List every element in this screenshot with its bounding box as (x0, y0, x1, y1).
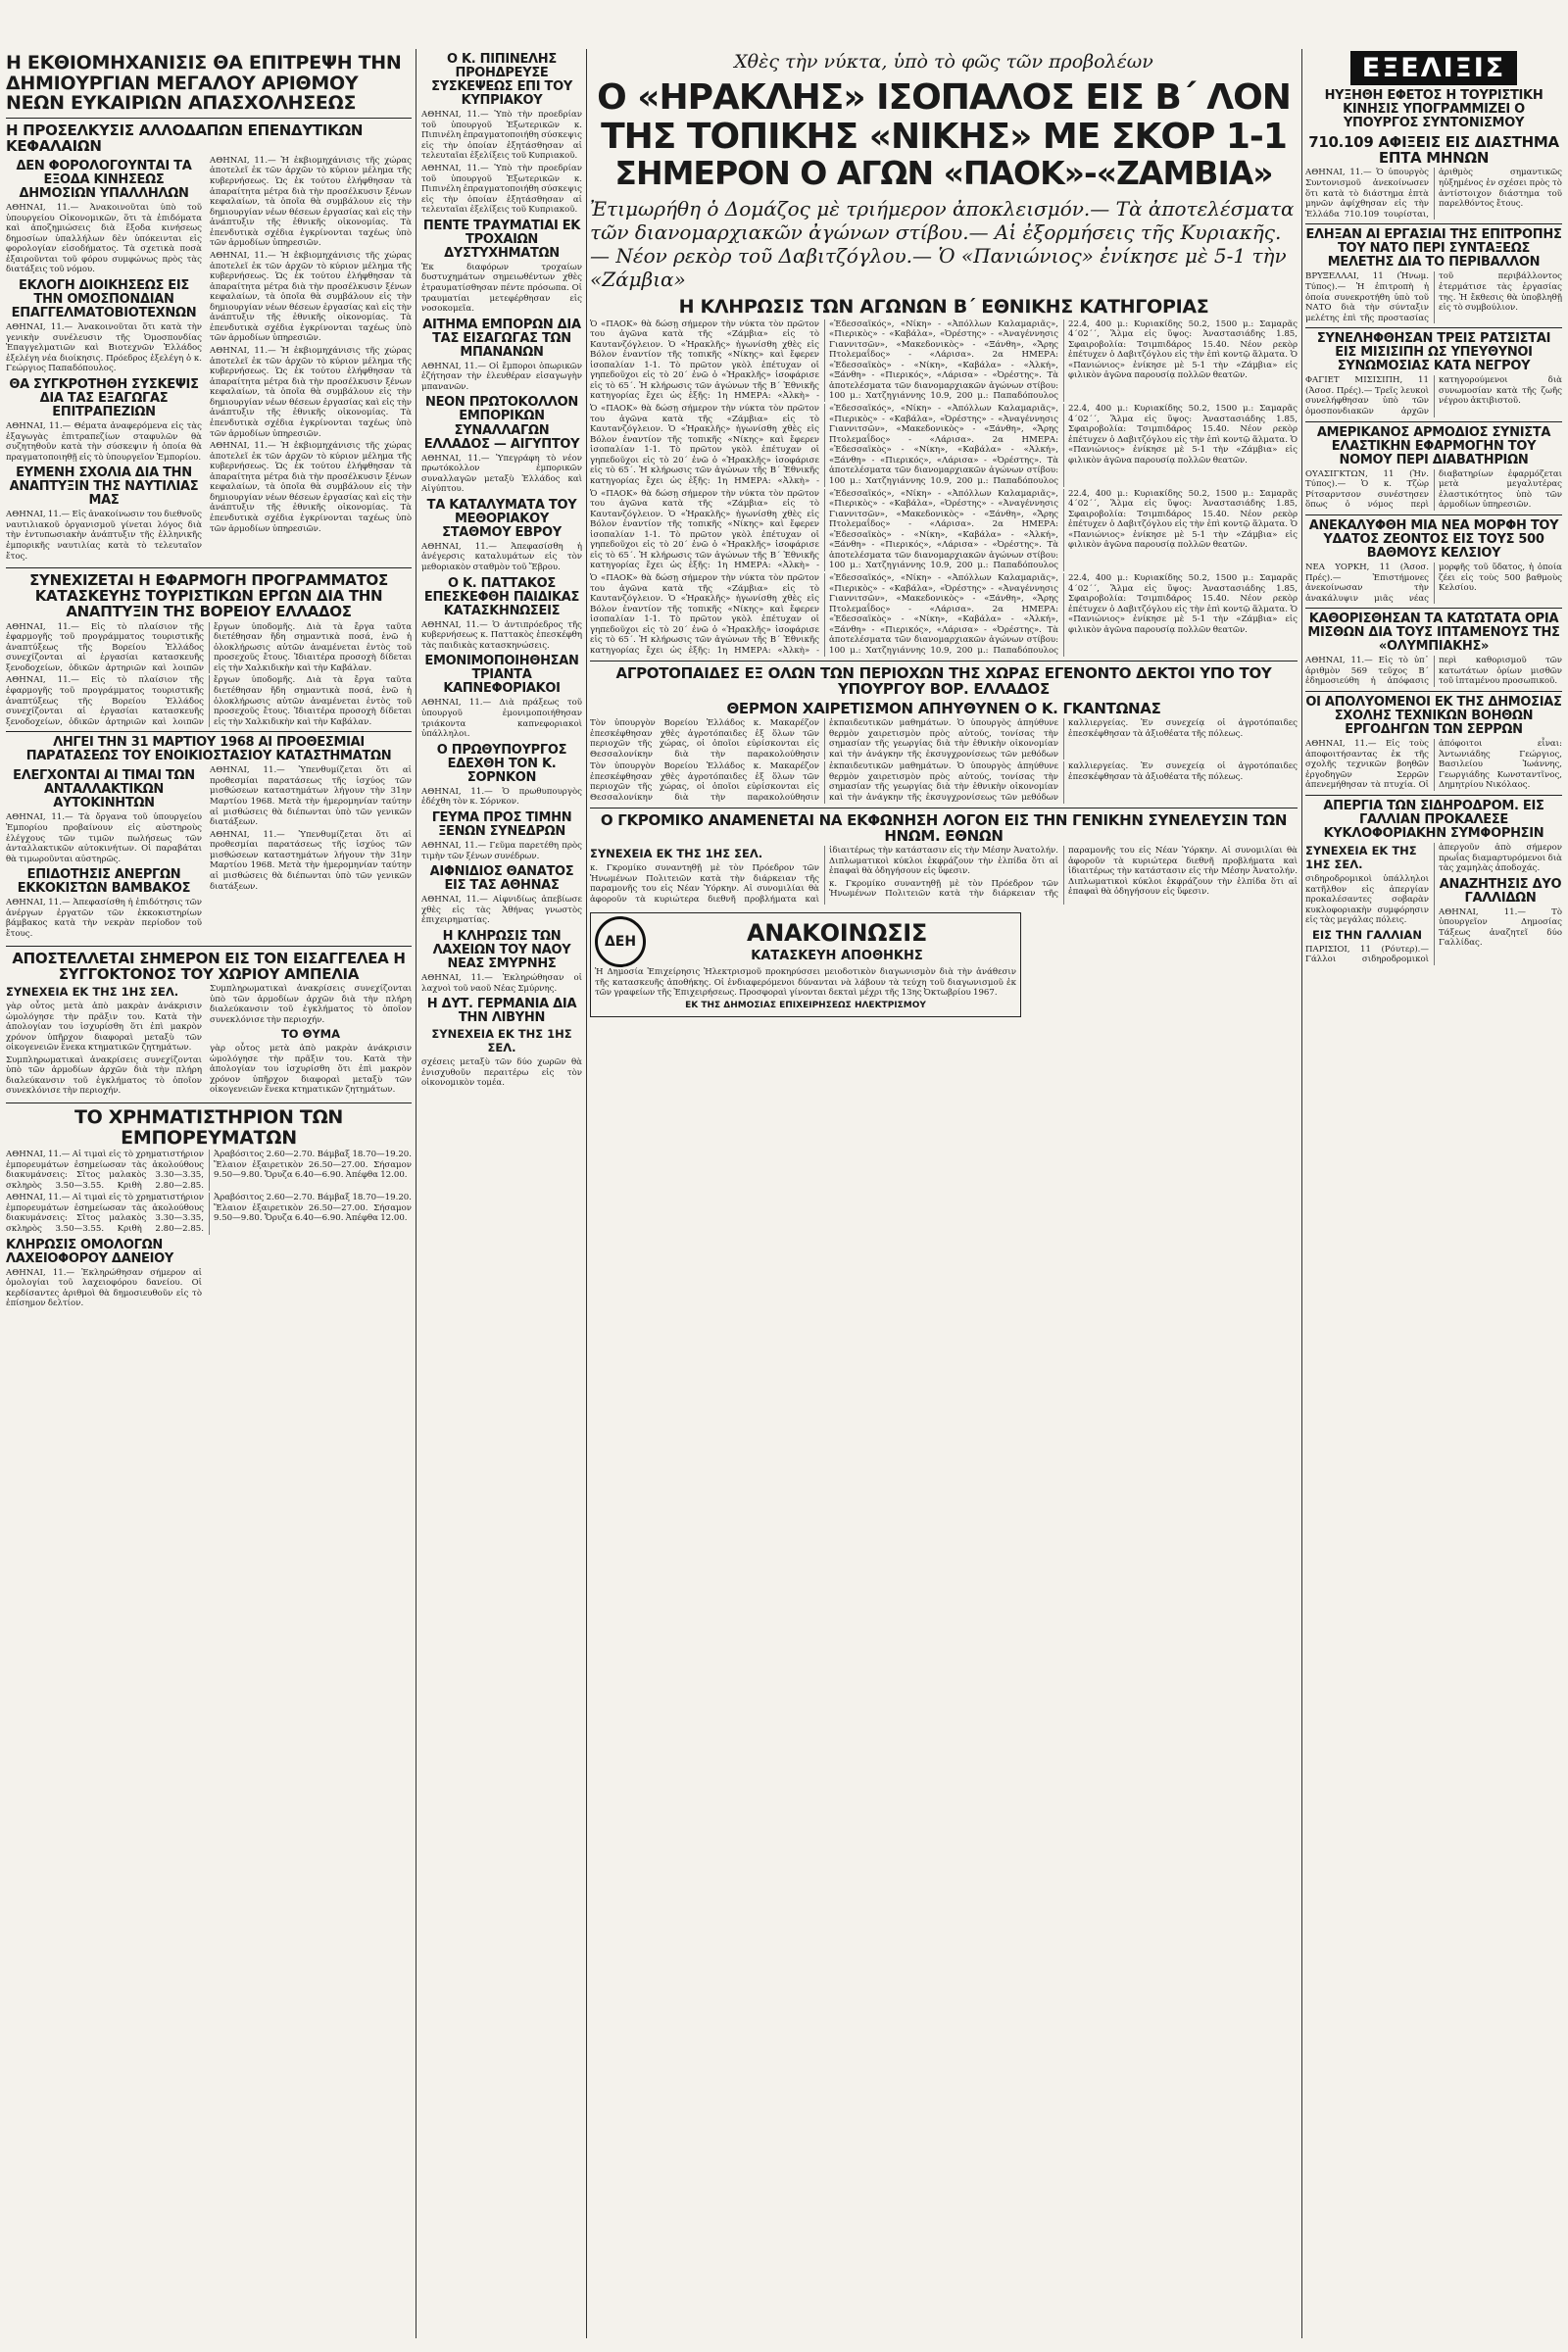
article-commodities-cont: ΑΘΗΝΑΙ, 11.— Αἱ τιμαὶ εἰς τὸ χρηματιστήριον ἐμπορευμάτων ἐσημείωσαν τὰς ἀκολούθους διακυμάνσεις: Σῖτος μαλακὸς 3.30—3.35, σκληρὸς 3.50—3.55. Κριθὴ 2.80—2.85. Ἀραβόσιτος 2.60—2.70. Βάμβαξ 18.70—19.20. Ἔλαιον ἐξαιρετικὸν 26.50—27.00. Σήσαμον 9.50—9.80. Ὄρυζα 6.40—6.90. Ἀπέφθα 12.00. (6, 1193, 412, 1234)
divider (6, 567, 412, 568)
article-rail-strike: σιδηροδρομικοὶ ὑπάλληλοι κατῆλθον εἰς ἀπεργίαν προκαλέσαντες σοβαρὰν κυκλοφοριακὴν συμφόρησιν εἰς τὰς μεγάλας πόλεις. (1305, 874, 1429, 926)
headline-draw-b-division: Η ΚΛΗΡΩΣΙΣ ΤΩΝ ΑΓΩΝΩΝ Β΄ ΕΘΝΙΚΗΣ ΚΑΤΗΓΟΡΙΑΣ (678, 296, 1209, 318)
notice-footer: ΕΚ ΤΗΣ ΔΗΜΟΣΙΑΣ ΕΠΙΧΕΙΡΗΣΕΩΣ ΗΛΕΚΤΡΙΣΜΟΥ (685, 1000, 926, 1010)
headline-smyrna-lottery: Η ΚΛΗΡΩΣΙΣ ΤΩΝ ΛΑΧΕΙΩΝ ΤΟΥ ΝΑΟΥ ΝΕΑΣ ΣΜΥΡΝΗΣ (432, 928, 571, 971)
headline-injured: ΠΕΝΤΕ ΤΡΑΥΜΑΤΙΑΙ ΕΚ ΤΡΟΧΑΙΩΝ ΔΥΣΤΥΧΗΜΑΤΩΝ (422, 218, 581, 261)
subhead-france: ΕΙΣ ΤΗΝ ΓΑΛΛΙΑΝ (1312, 927, 1422, 942)
headline-olympic-wages: ΚΑΘΟΡΙΣΘΗΣΑΝ ΤΑ ΚΑΤΩΤΑΤΑ ΟΡΙΑ ΜΙΣΘΩΝ ΔΙΑ ΤΟΥΣ ΙΠΤΑΜΕΝΟΥΣ ΤΗΣ «ΟΛΥΜΠΙΑΚΗΣ» (1307, 612, 1560, 655)
banner-paok-zambia: ΣΗΜΕΡΟΝ Ο ΑΓΩΝ «ΠΑΟΚ»-«ΖΑΜΒΙΑ» (614, 154, 1273, 193)
divider (1305, 514, 1562, 515)
article-ampelia-cont: Συμπληρωματικαὶ ἀνακρίσεις συνεχίζονται ὑπὸ τῶν ἁρμοδίων ἀρχῶν διὰ τὴν πλήρη διαλεύκανσιν τοῦ ἐγκλήματος τὸ ὁποῖον συνεκλόνισε τὴν περιοχήν. (6, 1054, 202, 1097)
article-pattakos: ΑΘΗΝΑΙ, 11.— Ὁ ἀντιπρόεδρος τῆς κυβερνήσεως κ. Παττακὸς ἐπεσκέφθη τὰς παιδικὰς κατασκηνώσεις. (421, 619, 582, 651)
article-pipinelis: ΑΘΗΝΑΙ, 11.— Ὑπὸ τὴν προεδρίαν τοῦ ὑπουργοῦ Ἐξωτερικῶν κ. Πιπινέλη ἐπραγματοποιήθη σύσκεψις εἰς τὴν ὁποίαν ἐξητάσθησαν αἱ τελευταῖαι ἐξελίξεις τοῦ Κυπριακοῦ. (421, 110, 582, 162)
article-farm-youth: Τὸν ὑπουργὸν Βορείου Ἑλλάδος κ. Μακαρέζον ἐπεσκέφθησαν χθὲς ἀγροτόπαιδες ἐξ ὅλων τῶν περιοχῶν τῆς χώρας, οἱ ὁποῖοι εὑρίσκονται εἰς Θεσσαλονίκην διὰ τὴν παρακολούθησιν ἐκπαιδευτικῶν μαθημάτων. Ὁ ὑπουργὸς ἀπηύθυνε θερμὸν χαιρετισμὸν πρὸς αὐτούς, τονίσας τὴν σημασίαν τῆς γεωργίας διὰ τὴν ἐθνικὴν οἰκονομίαν καὶ τὴν ἀνάγκην τῆς ἐκσυγχρονίσεως τῶν μεθόδων καλλιεργείας. Ἐν συνεχείᾳ οἱ ἀγροτόπαιδες ἐπεσκέφθησαν τὰ ἀξιοθέατα τῆς πόλεως. (590, 718, 1298, 760)
article-sports-cont2: Ὁ «ΠΑΟΚ» θὰ δώσῃ σήμερον τὴν νύκτα τὸν πρῶτον του ἀγῶνα κατὰ τῆς «Ζάμβια» εἰς τὸ Καυτανζόγλειον. Ὁ «Ἡρακλῆς» ἠγωνίσθη χθὲς εἰς Βόλον ἐναντίον τῆς τοπικῆς «Νίκης» καὶ ἔφερεν ἰσοπαλίαν 1-1. Τὸ πρῶτον γκὸλ ἐπέτυχαν οἱ γηπεδοῦχοι εἰς τὸ 20΄ ἐνῶ ὁ «Ἡρακλῆς» ἰσοφάρισε εἰς τὸ 65΄. Ἡ κλήρωσις τῶν ἀγώνων τῆς Β΄ Ἐθνικῆς κατηγορίας ἔχει ὡς ἑξῆς: 1η ΗΜΕΡΑ: «Ἀλκὴ» - «Ἐδεσσαϊκός», «Νίκη» - «Ἀπόλλων Καλαμαριᾶς», «Πιερικὸς» - «Καβάλα», «Ὀρέστης» - «Ἀναγέννησις Γιαννιτσῶν», «Μακεδονικὸς» - «Ξάνθη», «Ἄρης Πτολεμαΐδος» - «Λάρισα». 2α ΗΜΕΡΑ: «Ἐδεσσαϊκὸς» - «Νίκη», «Καβάλα» - «Ἀλκή», «Ξάνθη» - «Πιερικός», «Λάρισα» - «Ὀρέστης». Τὰ ἀποτελέσματα τῶν διανομαρχιακῶν ἀγώνων στίβου: 100 μ.: Χατζηγιάννης 10.9, 200 μ.: Παπαδόπουλος 22.4, 400 μ.: Κυριακίδης 50.2, 1500 μ.: Σαμαρᾶς 4΄02΄΄, Ἅλμα εἰς ὕψος: Ἀναστασιάδης 1.85, Σφαιροβολία: Τσιμπιδάρος 15.40. Νέον ρεκὸρ ἐπέτυχεν ὁ Δαβιτζόγλου εἰς τὴν ἐπὶ κοντῷ ἅλματα. Ὁ «Πανιώνιος» ἐνίκησε μὲ 5-1 τὴν «Ζάμβια» εἰς φιλικὸν ἀγῶνα παρουσίᾳ πολλῶν θεατῶν. (590, 488, 1298, 571)
continuation-label: ΣΥΝΕΧΕΙΑ ΕΚ ΤΗΣ 1ΗΣ ΣΕΛ. (6, 984, 179, 999)
headline-tourism-increase: ΗΥΞΗΘΗ ΕΦΕΤΟΣ Η ΤΟΥΡΙΣΤΙΚΗ ΚΙΝΗΣΙΣ ΥΠΟΓΡΑΜΜΙΖΕΙ Ο ΥΠΟΥΡΓΟΣ ΣΥΝΤΟΝΙΣΜΟΥ (1324, 88, 1544, 131)
article-olympic-wages: ΑΘΗΝΑΙ, 11.— Εἰς τὸ ὑπ᾿ ἀριθμὸν 569 τεῦχος Β΄ ἐδημοσιεύθη ἡ ἀπόφασις περὶ καθορισμοῦ τῶν κατωτάτων ὁρίων μισθῶν τοῦ ἱπταμένου προσωπικοῦ. (1305, 656, 1562, 687)
column-rule (586, 49, 587, 2338)
article-sports-cont: Ὁ «ΠΑΟΚ» θὰ δώσῃ σήμερον τὴν νύκτα τὸν πρῶτον του ἀγῶνα κατὰ τῆς «Ζάμβια» εἰς τὸ Καυτανζόγλειον. Ὁ «Ἡρακλῆς» ἠγωνίσθη χθὲς εἰς Βόλον ἐναντίον τῆς τοπικῆς «Νίκης» καὶ ἔφερεν ἰσοπαλίαν 1-1. Τὸ πρῶτον γκὸλ ἐπέτυχαν οἱ γηπεδοῦχοι εἰς τὸ 20΄ ἐνῶ ὁ «Ἡρακλῆς» ἰσοφάρισε εἰς τὸ 65΄. Ἡ κλήρωσις τῶν ἀγώνων τῆς Β΄ Ἐθνικῆς κατηγορίας ἔχει ὡς ἑξῆς: 1η ΗΜΕΡΑ: «Ἀλκὴ» - «Ἐδεσσαϊκός», «Νίκη» - «Ἀπόλλων Καλαμαριᾶς», «Πιερικὸς» - «Καβάλα», «Ὀρέστης» - «Ἀναγέννησις Γιαννιτσῶν», «Μακεδονικὸς» - «Ξάνθη», «Ἄρης Πτολεμαΐδος» - «Λάρισα». 2α ΗΜΕΡΑ: «Ἐδεσσαϊκὸς» - «Νίκη», «Καβάλα» - «Ἀλκή», «Ξάνθη» - «Πιερικός», «Λάρισα» - «Ὀρέστης». Τὰ ἀποτελέσματα τῶν διανομαρχιακῶν ἀγώνων στίβου: 100 μ.: Χατζηγιάννης 10.9, 200 μ.: Παπαδόπουλος 22.4, 400 μ.: Κυριακίδης 50.2, 1500 μ.: Σαμαρᾶς 4΄02΄΄, Ἅλμα εἰς ὕψος: Ἀναστασιάδης 1.85, Σφαιροβολία: Τσιμπιδάρος 15.40. Νέον ρεκὸρ ἐπέτυχεν ὁ Δαβιτζόγλου εἰς τὴν ἐπὶ κοντῷ ἅλματα. Ὁ «Πανιώνιος» ἐνίκησε μὲ 5-1 τὴν «Ζάμβια» εἰς φιλικὸν ἀγῶνα παρουσίᾳ πολλῶν θεατῶν. (590, 404, 1298, 486)
headline-ampelia: ΑΠΟΣΤΕΛΛΕΤΑΙ ΣΗΜΕΡΟΝ ΕΙΣ ΤΟΝ ΕΙΣΑΓΓΕΛΕΑ Η ΣΥΓΓΟΚΤΟΝΟΣ ΤΟΥ ΧΩΡΙΟΥ ΑΜΠΕΛΙΑ (12, 949, 406, 983)
subhead-victim: ΤΟ ΘΥΜΑ (280, 1027, 341, 1042)
divider (1305, 691, 1562, 692)
column-rule (1301, 49, 1302, 2338)
article-gromyko-cont: κ. Γκρομίκο συναντηθῇ μὲ τὸν Πρόεδρον τῶν Ἡνωμένων Πολιτειῶν κατὰ τὴν διάρκειαν τῆς παραμονῆς του εἰς Νέαν Ὑόρκην. Αἱ συνομιλίαι θὰ ἀφοροῦν τὰ κυριώτερα διεθνῆ προβλήματα καὶ ἰδιαιτέρως τὴν κατάστασιν εἰς τὴν Μέσην Ἀνατολήν. Διπλωματικοὶ κύκλοι ἐκφράζουν τὴν ἐλπίδα ὅτι αἱ ἐπαφαὶ θὰ ὁδηγήσουν εἰς ὕφεσιν. (829, 845, 1298, 900)
article-victim: γὰρ οὗτος μετὰ ἀπὸ μακρὰν ἀνάκρισιν ὡμολόγησε τὴν πρᾶξιν του. Κατὰ τὴν ἀπολογίαν του ἰσχυρίσθη ὅτι ἐπὶ μακρὸν χρόνον ὑπῆρχον διαφοραὶ μεταξὺ τῶν οἰκογενειῶν ἕνεκα κτηματικῶν ζητημάτων. (210, 1044, 412, 1096)
headline-water: ΑΝΕΚΑΛΥΦΘΗ ΜΙΑ ΝΕΑ ΜΟΡΦΗ ΤΟΥ ΥΔΑΤΟΣ ΖΕΟΝΤΟΣ ΕΙΣ ΤΟΥΣ 500 ΒΑΘΜΟΥΣ ΚΕΛΣΙΟΥ (1308, 517, 1559, 561)
headline-tourism-works: ΣΥΝΕΧΙΖΕΤΑΙ Η ΕΦΑΡΜΟΓΗ ΠΡΟΓΡΑΜΜΑΤΟΣ ΚΑΤΑΣΚΕΥΗΣ ΤΟΥΡΙΣΤΙΚΩΝ ΕΡΓΩΝ ΔΙΑ ΤΗΝ ΑΝΑΠΤΥΞΙΝ ΤΗΣ ΒΟΡΕΙΟΥ ΕΛΛΑΔΟΣ (29, 571, 388, 621)
divider (1305, 327, 1562, 328)
notice-text: Ἡ Δημοσία Ἐπιχείρησις Ἠλεκτρισμοῦ προκηρύσσει μειοδοτικὸν διαγωνισμὸν διὰ τὴν ἀνάθεσιν τῆς κατασκευῆς ἀποθήκης. Οἱ ἐνδιαφερόμενοι δύνανται νὰ λάβουν τὰ τεύχη τοῦ διαγωνισμοῦ ἐκ τῶν γραφείων τῆς Ἐπιχειρήσεως. Προσφοραὶ γίνονται δεκταὶ μέχρι τῆς 13ης Ὀκτωβρίου 1967. (595, 967, 1016, 999)
headline-evros: ΤΑ ΚΑΤΑΛΥΜΑΤΑ ΤΟΥ ΜΕΘΟΡΙΑΚΟΥ ΣΤΑΘΜΟΥ ΕΒΡΟΥ (426, 497, 577, 540)
article-france: ΠΑΡΙΣΙΟΙ, 11 (Ρόυτερ).— Γάλλοι σιδηροδρομικοὶ ἀπεργοῦν ἀπὸ σήμερον πρωΐας διαμαρτυρόμενοι διὰ τὰς χαμηλὰς ἀποδοχάς. (1305, 843, 1562, 965)
continuation-label: ΣΥΝΕΧΕΙΑ ΕΚ ΤΗΣ 1ΗΣ ΣΕΛ. (590, 846, 763, 860)
sports-kicker: Χθὲς τὴν νύκτα, ὑπὸ τὸ φῶς τῶν προβολέων (734, 51, 1153, 73)
column-4 (1305, 49, 1562, 2338)
headline-gantonas: ΘΕΡΜΟΝ ΧΑΙΡΕΤΙΣΜΟΝ ΑΠΗΥΘΥΝΕΝ Ο Κ. ΓΚΑΝΤΩΝΑΣ (726, 699, 1161, 717)
divider (590, 661, 1298, 662)
headline-dinner: ΓΕΥΜΑ ΠΡΟΣ ΤΙΜΗΝ ΞΕΝΩΝ ΣΥΝΕΔΡΩΝ (431, 809, 572, 839)
article-farm-youth-cont: Τὸν ὑπουργὸν Βορείου Ἑλλάδος κ. Μακαρέζον ἐπεσκέφθησαν χθὲς ἀγροτόπαιδες ἐξ ὅλων τῶν περιοχῶν τῆς χώρας, οἱ ὁποῖοι εὑρίσκονται εἰς Θεσσαλονίκην διὰ τὴν παρακολούθησιν ἐκπαιδευτικῶν μαθημάτων. Ὁ ὑπουργὸς ἀπηύθυνε θερμὸν χαιρετισμὸν πρὸς αὐτούς, τονίσας τὴν σημασίαν τῆς γεωργίας διὰ τὴν ἐθνικὴν οἰκονομίαν καὶ τὴν ἀνάγκην τῆς ἐκσυγχρονίσεως τῶν μεθόδων καλλιεργείας. Ἐν συνεχείᾳ οἱ ἀγροτόπαιδες ἐπεσκέφθησαν τὰ ἀξιοθέατα τῆς πόλεως. (590, 761, 1298, 804)
headline-search-french: ΑΝΑΖΗΤΗΣΙΣ ΔΥΟ ΓΑΛΛΙΔΩΝ (1439, 876, 1562, 906)
headline-shipping: ΕΥΜΕΝΗ ΣΧΟΛΙΑ ΔΙΑ ΤΗΝ ΑΝΑΠΤΥΞΙΝ ΤΗΣ ΝΑΥΤΙΛΙΑΣ ΜΑΣ (9, 466, 199, 509)
divider (1305, 421, 1562, 422)
headline-pipinelis: Ο Κ. ΠΙΠΙΝΕΛΗΣ ΠΡΟΗΔΡΕΥΣΕ ΣΥΣΚΕΨΕΩΣ ΕΠΙ ΤΟΥ ΚΥΠΡΙΑΚΟΥ (431, 52, 572, 109)
headline-tobacco: ΕΜΟΝΙΜΟΠΟΙΗΘΗΣΑΝ ΤΡΙΑΝΤΑ ΚΑΠΝΕΦΟΡΙΑΚΟΙ (424, 654, 579, 697)
article-smyrna-lottery: ΑΘΗΝΑΙ, 11.— Ἐκληρώθησαν οἱ λαχνοὶ τοῦ ναοῦ Νέας Σμύρνης. (421, 972, 582, 994)
article-sports: Ὁ «ΠΑΟΚ» θὰ δώσῃ σήμερον τὴν νύκτα τὸν πρῶτον του ἀγῶνα κατὰ τῆς «Ζάμβια» εἰς τὸ Καυτανζόγλειον. Ὁ «Ἡρακλῆς» ἠγωνίσθη χθὲς εἰς Βόλον ἐναντίον τῆς τοπικῆς «Νίκης» καὶ ἔφερεν ἰσοπαλίαν 1-1. Τὸ πρῶτον γκὸλ ἐπέτυχαν οἱ γηπεδοῦχοι εἰς τὸ 20΄ ἐνῶ ὁ «Ἡρακλῆς» ἰσοφάρισε εἰς τὸ 65΄. Ἡ κλήρωσις τῶν ἀγώνων τῆς Β΄ Ἐθνικῆς κατηγορίας ἔχει ὡς ἑξῆς: 1η ΗΜΕΡΑ: «Ἀλκὴ» - «Ἐδεσσαϊκός», «Νίκη» - «Ἀπόλλων Καλαμαριᾶς», «Πιερικὸς» - «Καβάλα», «Ὀρέστης» - «Ἀναγέννησις Γιαννιτσῶν», «Μακεδονικὸς» - «Ξάνθη», «Ἄρης Πτολεμαΐδος» - «Λάρισα». 2α ΗΜΕΡΑ: «Ἐδεσσαϊκὸς» - «Νίκη», «Καβάλα» - «Ἀλκή», «Ξάνθη» - «Πιερικός», «Λάρισα» - «Ὀρέστης». Τὰ ἀποτελέσματα τῶν διανομαρχιακῶν ἀγώνων στίβου: 100 μ.: Χατζηγιάννης 10.9, 200 μ.: Παπαδόπουλος 22.4, 400 μ.: Κυριακίδης 50.2, 1500 μ.: Σαμαρᾶς 4΄02΄΄, Ἅλμα εἰς ὕψος: Ἀναστασιάδης 1.85, Σφαιροβολία: Τσιμπιδάρος 15.40. Νέον ρεκὸρ ἐπέτυχεν ὁ Δαβιτζόγλου εἰς τὴν ἐπὶ κοντῷ ἅλματα. Ὁ «Πανιώνιος» ἐνίκησε μὲ 5-1 τὴν «Ζάμβια» εἰς φιλικὸν ἀγῶνα παρουσίᾳ πολλῶν θεατῶν. (590, 318, 1298, 402)
article-industrialization-cont: ΑΘΗΝΑΙ, 11.— Ἡ ἐκβιομηχάνισις τῆς χώρας ἀποτελεῖ ἐκ τῶν ἀρχῶν τὸ κύριον μέλημα τῆς κυβερνήσεως. Ὡς ἐκ τούτου ἐλήφθησαν τὰ ἀπαραίτητα μέτρα διὰ τὴν προσέλκυσιν ξένων κεφαλαίων, τὰ ὁποῖα θὰ συμβάλουν εἰς τὴν δημιουργίαν νέων θέσεων ἐργασίας καὶ εἰς τὴν ἀνάπτυξιν τῆς ἐθνικῆς οἰκονομίας. Τὰ ἐπενδυτικὰ σχέδια ἐγκρίνονται ταχέως ὑπὸ τῶν ἁρμοδίων ὑπηρεσιῶν. (210, 250, 412, 344)
article-tobacco: ΑΘΗΝΑΙ, 11.— Διὰ πράξεως τοῦ ὑπουργοῦ ἐμονιμοποιήθησαν τριάκοντα καπνεφοριακοὶ ὑπάλληλοι. (421, 698, 582, 740)
headline-pm: Ο ΠΡΩΘΥΠΟΥΡΓΟΣ ΕΔΕΧΘΗ ΤΟΝ Κ. ΣΟΡΝΚΟΝ (436, 742, 567, 785)
article-racists: ΦΑΓΙΕΤ ΜΙΣΙΣΙΠΗ, 11 (Ἀσοσ. Πρές).— Τρεῖς λευκοὶ συνελήφθησαν ὑπὸ τῶν ὁμοσπονδιακῶν ἀρχῶν κατηγορούμενοι διὰ συνωμοσίαν κατὰ τῆς ζωῆς νέγρου ἀκτιβιστοῦ. (1305, 375, 1562, 416)
banner-heracles: Ο «ΗΡΑΚΛΗΣ» ΙΣΟΠΑΛΟΣ ΕΙΣ Β΄ ΛΟΝ (597, 76, 1291, 118)
headline-commodities: ΤΟ ΧΡΗΜΑΤΙΣΤΗΡΙΟΝ ΤΩΝ ΕΜΠΟΡΕΥΜΑΤΩΝ (74, 1106, 344, 1149)
divider (6, 731, 412, 732)
article-industrialization: ΑΘΗΝΑΙ, 11.— Ἡ ἐκβιομηχάνισις τῆς χώρας ἀποτελεῖ ἐκ τῶν ἀρχῶν τὸ κύριον μέλημα τῆς κυβερνήσεως. Ὡς ἐκ τούτου ἐλήφθησαν τὰ ἀπαραίτητα μέτρα διὰ τὴν προσέλκυσιν ξένων κεφαλαίων, τὰ ὁποῖα θὰ συμβάλουν εἰς τὴν δημιουργίαν νέων θέσεων ἐργασίας καὶ εἰς τὴν ἀνάπτυξιν τῆς ἐθνικῆς οἰκονομίας. Τὰ ἐπενδυτικὰ σχέδια ἐγκρίνονται ταχέως ὑπὸ τῶν ἁρμοδίων ὑπηρεσιῶν. (210, 155, 412, 249)
divider (1305, 608, 1562, 609)
headline-arrivals: 710.109 ΑΦΙΞΕΙΣ ΕΙΣ ΔΙΑΣΤΗΜΑ ΕΠΤΑ ΜΗΝΩΝ (1308, 133, 1559, 168)
headline-rent-deadline: ΛΗΓΕΙ ΤΗΝ 31 ΜΑΡΤΙΟΥ 1968 ΑΙ ΠΡΟΘΕΣΜΙΑΙ ΠΑΡΑΤΑΣΕΩΣ ΤΟΥ ΕΝΟΙΚΙΟΣΤΑΣΙΟΥ ΚΑΤΑΣΤΗΜΑΤΩΝ (25, 735, 392, 764)
article-industrialization-cont3: ΑΘΗΝΑΙ, 11.— Ἡ ἐκβιομηχάνισις τῆς χώρας ἀποτελεῖ ἐκ τῶν ἀρχῶν τὸ κύριον μέλημα τῆς κυβερνήσεως. Ὡς ἐκ τούτου ἐλήφθησαν τὰ ἀπαραίτητα μέτρα διὰ τὴν προσέλκυσιν ξένων κεφαλαίων, τὰ ὁποῖα θὰ συμβάλουν εἰς τὴν δημιουργίαν νέων θέσεων ἐργασίας καὶ εἰς τὴν ἀνάπτυξιν τῆς ἐθνικῆς οἰκονομίας. Τὰ ἐπενδυτικὰ σχέδια ἐγκρίνονται ταχέως ὑπὸ τῶν ἁρμοδίων ὑπηρεσιῶν. (210, 441, 412, 534)
article-ampelia-2: Συμπληρωματικαὶ ἀνακρίσεις συνεχίζονται ὑπὸ τῶν ἁρμοδίων ἀρχῶν διὰ τὴν πλήρη διαλεύκανσιν τοῦ ἐγκλήματος τὸ ὁποῖον συνεκλόνισε τὴν περιοχήν. (210, 983, 412, 1025)
article-passports: ΟΥΑΣΙΓΚΤΩΝ, 11 (Ἡν. Τύπος).— Ὁ κ. Τζὼρ Ρίτσαρντσον συνέστησεν ὅπως ὁ νόμος περὶ διαβατηρίων ἐφαρμόζεται μετὰ μεγαλυτέρας ἐλαστικότητος ὑπὸ τῶν ἁρμοδίων ὑπηρεσιῶν. (1305, 468, 1562, 511)
article-expenses: ΑΘΗΝΑΙ, 11.— Ἀνακοινοῦται ὑπὸ τοῦ ὑπουργείου Οἰκονομικῶν, ὅτι τὰ ἐπιδόματα καὶ ἀποζημιώσεις διὰ ἔξοδα κινήσεως δημοσίων ὑπαλλήλων δὲν ὑπόκεινται εἰς φορολογίαν εἰσοδήματος. Τὰ σχετικὰ ποσὰ ἐξαιροῦνται τοῦ φόρου συμφώνως πρὸς τὰς διατάξεις τοῦ νόμου. (6, 203, 202, 275)
article-gromyko: κ. Γκρομίκο συναντηθῇ μὲ τὸν Πρόεδρον τῶν Ἡνωμένων Πολιτειῶν κατὰ τὴν διάρκειαν τῆς παραμονῆς του εἰς Νέαν Ὑόρκην. Αἱ συνομιλίαι θὰ ἀφοροῦν τὰ κυριώτερα διεθνῆ προβλήματα καὶ ἰδιαιτέρως τὴν κατάστασιν εἰς τὴν Μέσην Ἀνατολήν. Διπλωματικοὶ κύκλοι ἐκφράζουν τὴν ἐλπίδα ὅτι αἱ ἐπαφαὶ θὰ ὁδηγήσουν εἰς ὕφεσιν. (590, 845, 1058, 905)
article-ampelia: γὰρ οὗτος μετὰ ἀπὸ μακρὰν ἀνάκρισιν ὡμολόγησε τὴν πρᾶξιν του. Κατὰ τὴν ἀπολογίαν του ἰσχυρίσθη ὅτι ἐπὶ μακρὸν χρόνον ὑπῆρχον διαφοραὶ μεταξὺ τῶν οἰκογενειῶν ἕνεκα κτηματικῶν ζητημάτων. (6, 1001, 202, 1054)
article-federation: ΑΘΗΝΑΙ, 11.— Ἀνακοινοῦται ὅτι κατὰ τὴν γενικὴν συνέλευσιν τῆς Ὁμοσπονδίας Ἐπαγγελματιῶν καὶ Βιοτεχνῶν Ἑλλάδος ἐξελέγη νέα διοίκησις. Πρόεδρος ἐξελέγη ὁ κ. Γεώργιος Παπαδόπουλος. (6, 322, 202, 374)
notice-subtitle: ΚΑΤΑΣΚΕΥΗ ΑΠΟΘΗΚΗΣ (751, 949, 923, 964)
article-evros: ΑΘΗΝΑΙ, 11.— Ἀπεφασίσθη ἡ ἀνέγερσις καταλυμάτων εἰς τὸν μεθοριακὸν σταθμὸν τοῦ Ἕβρου. (421, 541, 582, 573)
article-rent-deadline-cont: ΑΘΗΝΑΙ, 11.— Ὑπενθυμίζεται ὅτι αἱ προθεσμίαι παρατάσεως τῆς ἰσχύος τῶν μισθώσεων καταστημάτων λήγουν τὴν 31ην Μαρτίου 1968. Μετὰ τὴν ἡμερομηνίαν ταύτην αἱ μισθώσεις θὰ διέπωνται ὑπὸ τῶν γενικῶν διατάξεων. (210, 829, 412, 892)
article-tourism-increase: ΑΘΗΝΑΙ, 11.— Ὁ ὑπουργὸς Συντονισμοῦ ἀνεκοίνωσεν ὅτι κατὰ τὸ διάστημα ἑπτὰ μηνῶν ἀφίχθησαν εἰς τὴν Ἑλλάδα 710.109 τουρίσται, ἀριθμὸς σημαντικῶς ηὐξημένος ἐν σχέσει πρὸς τὸ ἀντίστοιχον διάστημα τοῦ παρελθόντος ἔτους. (1305, 168, 1562, 220)
headline-cotton: ΕΠΙΔΟΤΗΣΙΣ ΑΝΕΡΓΩΝ ΕΚΚΟΚΙΣΤΩΝ ΒΑΜΒΑΚΟΣ (17, 867, 191, 897)
sports-lead: Ἐτιμωρήθη ὁ Δομάζος μὲ τριήμερον ἀποκλεισμόν.— Τὰ ἀποτελέσματα τῶν διανομαρχιακῶν ἀγώνων στίβου.— Αἱ ἐξορμήσεις τῆς Κυριακῆς.— Νέον ρεκὸρ τοῦ Δαβιτζόγλου.— Ὁ «Πανιώνιος» ἐνίκησε μὲ 5-1 τὴν «Ζάμβια» (590, 197, 1295, 292)
article-industrialization-cont2: ΑΘΗΝΑΙ, 11.— Ἡ ἐκβιομηχάνισις τῆς χώρας ἀποτελεῖ ἐκ τῶν ἀρχῶν τὸ κύριον μέλημα τῆς κυβερνήσεως. Ὡς ἐκ τούτου ἐλήφθησαν τὰ ἀπαραίτητα μέτρα διὰ τὴν προσέλκυσιν ξένων κεφαλαίων, τὰ ὁποῖα θὰ συμβάλουν εἰς τὴν δημιουργίαν νέων θέσεων ἐργασίας καὶ εἰς τὴν ἀνάπτυξιν τῆς ἐθνικῆς οἰκονομίας. Τὰ ἐπενδυτικὰ σχέδια ἐγκρίνονται ταχέως ὑπὸ τῶν ἁρμοδίων ὑπηρεσιῶν. (210, 346, 412, 439)
column-1 (6, 49, 412, 2338)
article-injured: Ἐκ διαφόρων τροχαίων δυστυχημάτων σημειωθέντων χθὲς ἐτραυματίσθησαν πέντε πρόσωπα. Οἱ τραυματίαι μετεφέρθησαν εἰς νοσοκομεῖα. (421, 262, 582, 315)
article-auto-parts: ΑΘΗΝΑΙ, 11.— Τὰ ὄργανα τοῦ ὑπουργείου Ἐμπορίου προβαίνουν εἰς αὐστηροὺς ἐλέγχους τῶν τιμῶν πωλήσεως τῶν ἀνταλλακτικῶν αὐτοκινήτων. Οἱ παραβάται θὰ τιμωροῦνται αὐστηρῶς. (6, 812, 202, 864)
article-pm: ΑΘΗΝΑΙ, 11.— Ὁ πρωθυπουργὸς ἐδέχθη τὸν κ. Σόρνκον. (421, 786, 582, 808)
article-cotton: ΑΘΗΝΑΙ, 11.— Ἀπεφασίσθη ἡ ἐπιδότησις τῶν ἀνέργων ἐργατῶν τῶν ἐκκοκιστηρίων βάμβακος κατὰ τὴν νεκρὰν περίοδον τοῦ ἔτους. (6, 898, 202, 940)
article-tourism-works-cont: ΑΘΗΝΑΙ, 11.— Εἰς τὸ πλαίσιον τῆς ἐφαρμογῆς τοῦ προγράμματος τουριστικῆς ἀναπτύξεως τῆς Βορείου Ἑλλάδος συνεχίζονται αἱ ἐργασίαι κατασκευῆς ξενοδοχείων, ὁδικῶν ἀρτηριῶν καὶ λοιπῶν ἔργων ὑποδομῆς. Διὰ τὰ ἔργα ταῦτα διετέθησαν ἤδη σημαντικὰ ποσά, ἐνῶ ἡ ὁλοκλήρωσις αὐτῶν ἀναμένεται ἐντὸς τοῦ προσεχοῦς ἔτους. Ἰδιαιτέρα προσοχὴ δίδεται εἰς τὴν Χαλκιδικὴν καὶ τὴν Καβάλαν. (6, 675, 412, 727)
headline-bananas: ΑΙΤΗΜΑ ΕΜΠΟΡΩΝ ΔΙΑ ΤΑΣ ΕΙΣΑΓΩΓΑΣ ΤΩΝ ΜΠΑΝΑΝΩΝ (422, 317, 581, 360)
article-nato: ΒΡΥΞΕΛΛΑΙ, 11 (Ἡνωμ. Τύπος).— Ἡ ἐπιτροπὴ ἡ ὁποία συνεκροτήθη ὑπὸ τοῦ ΝΑΤΟ διὰ τὴν σύνταξιν μελέτης ἐπὶ τῆς προστασίας τοῦ περιβάλλοντος ἐτερμάτισε τὰς ἐργασίας της. Ἡ ἔκθεσις θὰ ὑποβληθῇ εἰς τὸ συμβούλιον. (1305, 271, 1562, 323)
article-pipinelis-cont: ΑΘΗΝΑΙ, 11.— Ὑπὸ τὴν προεδρίαν τοῦ ὑπουργοῦ Ἐξωτερικῶν κ. Πιπινέλη ἐπραγματοποιήθη σύσκεψις εἰς τὴν ὁποίαν ἐξητάσθησαν αἱ τελευταῖαι ἐξελίξεις τοῦ Κυπριακοῦ. (421, 163, 582, 216)
headline-rail-strike: ΑΠΕΡΓΙΑ ΤΩΝ ΣΙΔΗΡΟΔΡΟΜ. ΕΙΣ ΓΑΛΛΙΑΝ ΠΡΟΚΑΛΕΣΕ ΚΥΚΛΟΦΟΡΙΑΚΗΝ ΣΥΜΦΟΡΗΣΙΝ (1323, 798, 1544, 841)
article-shipping: ΑΘΗΝΑΙ, 11.— Εἰς ἀνακοίνωσιν του διεθνοῦς ναυτιλιακοῦ ὀργανισμοῦ γίνεται λόγος διὰ τὴν ἐντυπωσιακὴν ἀνάπτυξιν τῆς ἑλληνικῆς ἐμπορικῆς ναυτιλίας κατὰ τὸ τελευταῖον ἔτος. (6, 510, 202, 562)
headline-germany-libya: Η ΔΥΤ. ΓΕΡΜΑΝΙΑ ΔΙΑ ΤΗΝ ΛΙΒΥΗΝ (426, 997, 577, 1026)
banner-niki: ΤΗΣ ΤΟΠΙΚΗΣ «ΝΙΚΗΣ» ΜΕ ΣΚΟΡ 1-1 (601, 116, 1287, 157)
divider (6, 946, 412, 947)
headline-serres-school: ΟΙ ΑΠΟΛΥΟΜΕΝΟΙ ΕΚ ΤΗΣ ΔΗΜΟΣΙΑΣ ΣΧΟΛΗΣ ΤΕΧΝΙΚΩΝ ΒΟΗΘΩΝ ΕΡΓΟΔΗΓΩΝ ΤΩΝ ΣΕΡΡΩΝ (1305, 695, 1562, 738)
notice-box (590, 912, 1021, 1017)
headline-gromyko: Ο ΓΚΡΟΜΙΚΟ ΑΝΑΜΕΝΕΤΑΙ ΝΑ ΕΚΦΩΝΗΣΗ ΛΟΓΟΝ ΕΙΣ ΤΗΝ ΓΕΝΙΚΗΝ ΣΥΝΕΛΕΥΣΙΝ ΤΩΝ ΗΝΩΜ. ΕΘΝΩΝ (600, 810, 1288, 845)
headline-egypt-protocol: ΝΕΟΝ ΠΡΩΤΟΚΟΛΛΟΝ ΕΜΠΟΡΙΚΩΝ ΣΥΝΑΛΛΑΓΩΝ ΕΛΛΑΔΟΣ — ΑΙΓΥΠΤΟΥ (423, 395, 580, 452)
article-search-french: ΑΘΗΝΑΙ, 11.— Τὸ ὑπουργεῖον Δημοσίας Τάξεως ἀναζητεῖ δύο Γαλλίδας. (1439, 906, 1562, 949)
article-sudden-death: ΑΘΗΝΑΙ, 11.— Αἰφνιδίως ἀπεβίωσε χθὲς εἰς τὰς Ἀθήνας γνωστὸς ἐπιχειρηματίας. (421, 895, 582, 926)
article-sports-cont3: Ὁ «ΠΑΟΚ» θὰ δώσῃ σήμερον τὴν νύκτα τὸν πρῶτον του ἀγῶνα κατὰ τῆς «Ζάμβια» εἰς τὸ Καυτανζόγλειον. Ὁ «Ἡρακλῆς» ἠγωνίσθη χθὲς εἰς Βόλον ἐναντίον τῆς τοπικῆς «Νίκης» καὶ ἔφερεν ἰσοπαλίαν 1-1. Τὸ πρῶτον γκὸλ ἐπέτυχαν οἱ γηπεδοῦχοι εἰς τὸ 20΄ ἐνῶ ὁ «Ἡρακλῆς» ἰσοφάρισε εἰς τὸ 65΄. Ἡ κλήρωσις τῶν ἀγώνων τῆς Β΄ Ἐθνικῆς κατηγορίας ἔχει ὡς ἑξῆς: 1η ΗΜΕΡΑ: «Ἀλκὴ» - «Ἐδεσσαϊκός», «Νίκη» - «Ἀπόλλων Καλαμαριᾶς», «Πιερικὸς» - «Καβάλα», «Ὀρέστης» - «Ἀναγέννησις Γιαννιτσῶν», «Μακεδονικὸς» - «Ξάνθη», «Ἄρης Πτολεμαΐδος» - «Λάρισα». 2α ΗΜΕΡΑ: «Ἐδεσσαϊκὸς» - «Νίκη», «Καβάλα» - «Ἀλκή», «Ξάνθη» - «Πιερικός», «Λάρισα» - «Ὀρέστης». Τὰ ἀποτελέσματα τῶν διανομαρχιακῶν ἀγώνων στίβου: 100 μ.: Χατζηγιάννης 10.9, 200 μ.: Παπαδόπουλος 22.4, 400 μ.: Κυριακίδης 50.2, 1500 μ.: Σαμαρᾶς 4΄02΄΄, Ἅλμα εἰς ὕψος: Ἀναστασιάδης 1.85, Σφαιροβολία: Τσιμπιδάρος 15.40. Νέον ρεκὸρ ἐπέτυχεν ὁ Δαβιτζόγλου εἰς τὴν ἐπὶ κοντῷ ἅλματα. Ὁ «Πανιώνιος» ἐνίκησε μὲ 5-1 τὴν «Ζάμβια» εἰς φιλικὸν ἀγῶνα παρουσίᾳ πολλῶν θεατῶν. (590, 573, 1298, 656)
headline-federation: ΕΚΛΟΓΗ ΔΙΟΙΚΗΣΕΩΣ ΕΙΣ ΤΗΝ ΟΜΟΣΠΟΝΔΙΑΝ ΕΠΑΓΓΕΛΜΑΤΟΒΙΟΤΕΧΝΩΝ (11, 277, 197, 321)
divider (6, 118, 412, 119)
article-dinner: ΑΘΗΝΑΙ, 11.— Γεῦμα παρετέθη πρὸς τιμὴν τῶν ξένων συνέδρων. (421, 841, 582, 861)
headline-auto-parts: ΕΛΕΓΧΟΝΤΑΙ ΑΙ ΤΙΜΑΙ ΤΩΝ ΑΝΤΑΛΛΑΚΤΙΚΩΝ ΑΥΤΟΚΙΝΗΤΩΝ (13, 768, 195, 811)
article-water: ΝΕΑ ΥΟΡΚΗ, 11 (Ἀσοσ. Πρές).— Ἐπιστήμονες ἀνεκοίνωσαν τὴν ἀνακάλυψιν μιᾶς νέας μορφῆς τοῦ ὕδατος, ἡ ὁποία ζέει εἰς τοὺς 500 βαθμοὺς Κελσίου. (1305, 562, 1562, 604)
dei-logo: ΔΕΗ (595, 916, 646, 967)
headline-farm-youth: ΑΓΡΟΤΟΠΑΙΔΕΣ ΕΞ ΟΛΩΝ ΤΩΝ ΠΕΡΙΟΧΩΝ ΤΗΣ ΧΩΡΑΣ ΕΓΕΝΟΝΤΟ ΔΕΚΤΟΙ ΥΠΟ ΤΟΥ ΥΠΟΥΡΓΟΥ ΒΟΡ. ΕΛΛΑΔΟΣ (615, 663, 1272, 698)
right-subcolumn (210, 156, 412, 564)
headline-exports: ΘΑ ΣΥΓΚΡΟΤΗΘΗ ΣΥΣΚΕΨΙΣ ΔΙΑ ΤΑΣ ΕΞΑΓΩΓΑΣ ΕΠΙΤΡΑΠΕΖΙΩΝ (9, 376, 199, 419)
article-bananas: ΑΘΗΝΑΙ, 11.— Οἱ ἔμποροι ὀπωρικῶν ἐζήτησαν τὴν ἐλευθέραν εἰσαγωγὴν μπανανῶν. (421, 361, 582, 392)
headline-sudden-death: ΑΙΦΝΙΔΙΟΣ ΘΑΝΑΤΟΣ ΕΙΣ ΤΑΣ ΑΘΗΝΑΣ (429, 864, 574, 894)
article-rent-deadline: ΑΘΗΝΑΙ, 11.— Ὑπενθυμίζεται ὅτι αἱ προθεσμίαι παρατάσεως τῆς ἰσχύος τῶν μισθώσεων καταστημάτων λήγουν τὴν 31ην Μαρτίου 1968. Μετὰ τὴν ἡμερομηνίαν ταύτην αἱ μισθώσεις θὰ διέπωνται ὑπὸ τῶν γενικῶν διατάξεων. (210, 765, 412, 828)
headline-racists: ΣΥΝΕΛΗΦΘΗΣΑΝ ΤΡΕΙΣ ΡΑΤΣΙΣΤΑΙ ΕΙΣ ΜΙΣΙΣΙΠΗ ΩΣ ΥΠΕΥΘΥΝΟΙ ΣΥΝΩΜΟΣΙΑΣ ΚΑΤΑ ΝΕΓΡΟΥ (1316, 331, 1551, 374)
article-commodities: ΑΘΗΝΑΙ, 11.— Αἱ τιμαὶ εἰς τὸ χρηματιστήριον ἐμπορευμάτων ἐσημείωσαν τὰς ἀκολούθους διακυμάνσεις: Σῖτος μαλακὸς 3.30—3.35, σκληρὸς 3.50—3.55. Κριθὴ 2.80—2.85. Ἀραβόσιτος 2.60—2.70. Βάμβαξ 18.70—19.20. Ἔλαιον ἐξαιρετικὸν 26.50—27.00. Σήσαμον 9.50—9.80. Ὄρυζα 6.40—6.90. Ἀπέφθα 12.00. (6, 1150, 412, 1191)
column-2 (421, 49, 582, 2338)
section-masthead (1305, 51, 1562, 85)
notice-title: ΑΝΑΚΟΙΝΩΣΙΣ (746, 919, 928, 948)
headline-lottery-bonds: ΚΛΗΡΩΣΙΣ ΟΜΟΛΟΓΩΝ ΛΑΧΕΙΟΦΟΡΟΥ ΔΑΝΕΙΟΥ (6, 1237, 174, 1266)
headline-pattakos: Ο Κ. ΠΑΤΤΑΚΟΣ ΕΠΕΣΚΕΦΘΗ ΠΑΙΔΙΚΑΣ ΚΑΤΑΣΚΗΝΩΣΕΙΣ (423, 575, 580, 618)
section-title: ΕΞΕΛΙΞΙΣ (1350, 51, 1517, 85)
headline-passports: ΑΜΕΡΙΚΑΝΟΣ ΑΡΜΟΔΙΟΣ ΣΥΝΙΣΤΑ ΕΛΑΣΤΙΚΗΝ ΕΦΑΡΜΟΓΗΝ ΤΟΥ ΝΟΜΟΥ ΠΕΡΙ ΔΙΑΒΑΤΗΡΙΩΝ (1316, 424, 1551, 467)
headline-expenses: ΔΕΝ ΦΟΡΟΛΟΓΟΥΝΤΑΙ ΤΑ ΕΞΟΔΑ ΚΙΝΗΣΕΩΣ ΔΗΜΟΣΙΩΝ ΥΠΑΛΛΗΛΩΝ (16, 158, 192, 201)
article-lottery-bonds: ΑΘΗΝΑΙ, 11.— Ἐκληρώθησαν σήμερον αἱ ὁμολογίαι τοῦ λαχειοφόρου δανείου. Οἱ κερδίσαντες ἀριθμοὶ θὰ δημοσιευθοῦν εἰς τὸ ἐπίσημον δελτίον. (6, 1267, 202, 1309)
article-serres-school: ΑΘΗΝΑΙ, 11.— Εἰς τοὺς ἀποφοιτήσαντας ἐκ τῆς σχολῆς τεχνικῶν βοηθῶν ἐργοδηγῶν Σερρῶν ἀπενεμήθησαν τὰ πτυχία. Οἱ ἀπόφοιτοι εἶναι: Ἀντωνιάδης Γεώργιος, Βασιλείου Ἰωάννης, Γεωργιάδης Κωνσταντῖνος, Δημητρίου Νικόλαος. (1305, 739, 1562, 791)
column-3 (590, 49, 1298, 2338)
divider (6, 1102, 412, 1103)
left-subcolumn (6, 156, 202, 564)
headline-nato: ΕΛΗΞΑΝ ΑΙ ΕΡΓΑΣΙΑΙ ΤΗΣ ΕΠΙΤΡΟΠΗΣ ΤΟΥ ΝΑΤΟ ΠΕΡΙ ΣΥΝΤΑΞΕΩΣ ΜΕΛΕΤΗΣ ΔΙΑ ΤΟ ΠΕΡΙΒΑΛΛΟΝ (1305, 227, 1562, 270)
article-germany-libya: σχέσεις μεταξὺ τῶν δύο χωρῶν θὰ ἐνισχυθοῦν περαιτέρω εἰς τὸν οἰκονομικὸν τομέα. (421, 1057, 582, 1089)
continuation-label: ΣΥΝΕΧΕΙΑ ΕΚ ΤΗΣ 1ΗΣ ΣΕΛ. (431, 1027, 572, 1055)
article-egypt-protocol: ΑΘΗΝΑΙ, 11.— Ὑπεγράφη τὸ νέον πρωτόκολλον ἐμπορικῶν συναλλαγῶν μεταξὺ Ἑλλάδος καὶ Αἰγύπτου. (421, 453, 582, 495)
article-exports: ΑΘΗΝΑΙ, 11.— Θέματα ἀναφερόμενα εἰς τὰς ἐξαγωγὰς ἐπιτραπεζίων σταφυλῶν θὰ συζητηθοῦν κατὰ τὴν σύσκεψιν ἡ ὁποία θὰ πραγματοποιηθῇ εἰς τὸ ὑπουργεῖον Ἐμπορίου. (6, 420, 202, 463)
subheadline-foreign-capital: Η ΠΡΟΣΕΛΚΥΣΙΣ ΑΛΛΟΔΑΠΩΝ ΕΠΕΝΔΥΤΙΚΩΝ ΚΕΦΑΛΑΙΩΝ (6, 121, 364, 155)
divider (1305, 795, 1562, 796)
divider (1305, 223, 1562, 224)
headline-industrialization: Η ΕΚΘΙΟΜΗΧΑΝΙΣΙΣ ΘΑ ΕΠΙΤΡΕΨΗ ΤΗΝ ΔΗΜΙΟΥΡΓΙΑΝ ΜΕΓΑΛΟΥ ΑΡΙΘΜΟΥ ΝΕΩΝ ΕΥΚΑΙΡΙΩΝ ΑΠΑΣΧΟΛΗΣΕΩΣ (6, 52, 402, 115)
continuation-label: ΣΥΝΕΧΕΙΑ ΕΚ ΤΗΣ 1ΗΣ ΣΕΛ. (1305, 844, 1417, 871)
article-tourism-works: ΑΘΗΝΑΙ, 11.— Εἰς τὸ πλαίσιον τῆς ἐφαρμογῆς τοῦ προγράμματος τουριστικῆς ἀναπτύξεως τῆς Βορείου Ἑλλάδος συνεχίζονται αἱ ἐργασίαι κατασκευῆς ξενοδοχείων, ὁδικῶν ἀρτηριῶν καὶ λοιπῶν ἔργων ὑποδομῆς. Διὰ τὰ ἔργα ταῦτα διετέθησαν ἤδη σημαντικὰ ποσά, ἐνῶ ἡ ὁλοκλήρωσις αὐτῶν ἀναμένεται ἐντὸς τοῦ προσεχοῦς ἔτους. Ἰδιαιτέρα προσοχὴ δίδεται εἰς τὴν Χαλκιδικὴν καὶ τὴν Καβάλαν. (6, 621, 412, 673)
